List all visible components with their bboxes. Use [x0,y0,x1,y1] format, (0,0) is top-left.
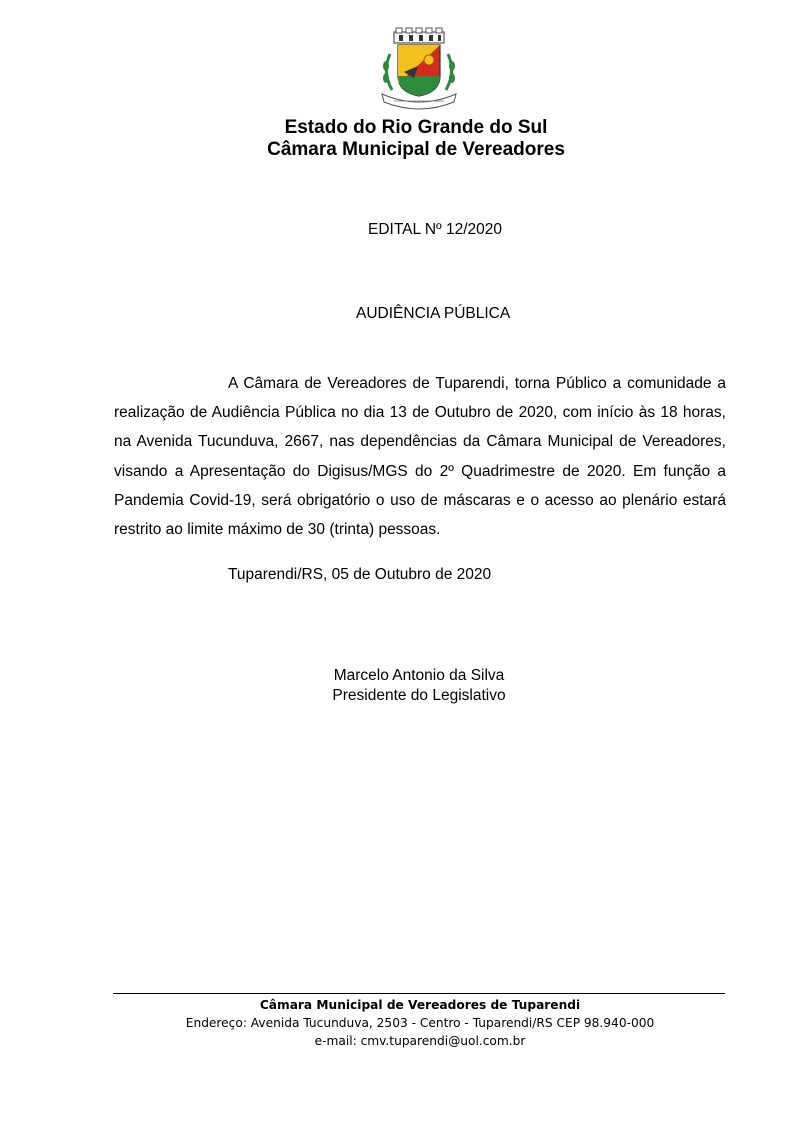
header-chamber: Câmara Municipal de Vereadores [267,139,565,160]
footer-divider [113,993,725,994]
footer-org: Câmara Municipal de Vereadores de Tuparendi [259,998,581,1012]
header-state: Estado do Rio Grande do Sul [284,117,548,138]
edital-number: EDITAL Nº 12/2020 [368,221,503,238]
footer-address: Endereço: Avenida Tucunduva, 2503 - Centro - Tuparendi/RS CEP 98.940-000 [185,1016,655,1030]
body-paragraph: A Câmara de Vereadores de Tuparendi, torna Público a comunidade a realização de Audiência Pública no dia 13 de Outubro de 2020, com início às 18 horas, na Avenida Tucunduva, 2667, nas dependências da Câmara Municipal de Vereadores, visando a Apresentação do Digisus/MGS do 2º Quadrimestre de 2020. Em função a Pandemia Covid-19, será obrigatório o uso de máscaras e o acesso ao plenário estará restrito ao limite máximo de 30 (trinta) pessoas. [114,375,726,539]
signature-name: Marcelo Antonio da Silva [333,667,505,684]
document-subject: AUDIÊNCIA PÚBLICA [356,305,511,322]
place-date: Tuparendi/RS, 05 de Outubro de 2020 [228,566,492,583]
municipal-coat-of-arms-icon [374,26,464,110]
signature-role: Presidente do Legislativo [332,687,506,704]
body-paragraph-container [114,369,726,544]
footer-email: e-mail: cmv.tuparendi@uol.com.br [314,1034,526,1048]
